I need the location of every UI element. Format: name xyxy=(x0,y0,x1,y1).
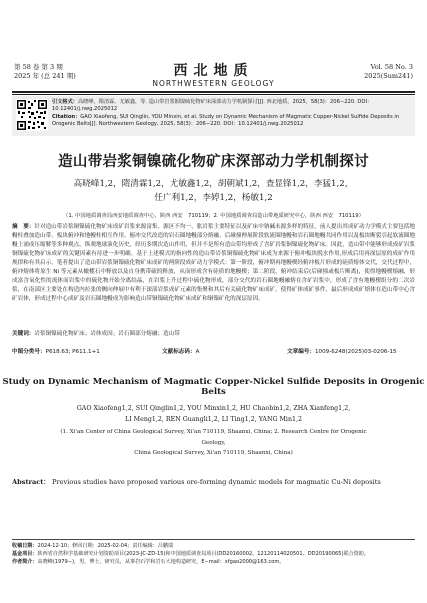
article-title-cn: 造山带岩浆铜镍硫化物矿床深部动力学机制探讨 xyxy=(58,154,369,170)
document-code: 文献标志码：A xyxy=(162,349,200,355)
affiliations-en-line1: (1. Xi'an Center of China Geological Survey, Xi'an 710119, Shaanxi, China; 2. Research Centre for Orogenic Geology, xyxy=(60,429,367,446)
authors-en-line2: LI Meng1,2, REN Guangli1,2, LI Ting1,2, YANG Min1,2 xyxy=(124,416,303,423)
citation-text xyxy=(52,99,412,129)
volume-info-en xyxy=(364,63,413,81)
header-rule-thin xyxy=(12,94,415,95)
issue-date-en: 2025(Sum241) xyxy=(364,72,413,80)
journal-title-cn: 西北地质 xyxy=(173,63,254,79)
affiliations-en-line2: China Geological Survey, Xi'an 710119, Shaanxi, China) xyxy=(134,450,293,456)
qr-code-icon[interactable] xyxy=(16,99,48,131)
abstract-cn-label: 摘 要： xyxy=(12,224,35,230)
abstract-cn xyxy=(12,223,415,304)
header-rule-thick xyxy=(12,91,415,93)
authors-cn-line2: 任广利1,2，李婷1,2，杨敏1,2 xyxy=(154,193,273,203)
author-bio: 作者简介：高晓峰(1979−)，男，博士，研究员，从事岩石学和岩石大地构造研究。E−mail：xfgao2000@163.com。 xyxy=(12,559,285,566)
classification-row xyxy=(12,347,415,357)
authors-cn-line1: 高晓峰1,2，隋清霖1,2，尤敏鑫1,2，胡朝斌1,2，查显锋1,2，李猛1,2， xyxy=(73,179,354,189)
authors-en-line1: GAO Xiaofeng1,2, SUI Qinglin1,2, YOU Minxin1,2, HU Chaobin1,2, ZHA Xianfeng1,2, xyxy=(76,405,351,412)
abstract-en xyxy=(12,476,415,486)
authors-cn xyxy=(20,177,407,205)
volume-en: Vol. 58 No. 3 xyxy=(370,63,413,71)
citation-box xyxy=(12,96,415,136)
affiliations-en xyxy=(50,427,377,459)
authors-en xyxy=(40,403,387,425)
journal-header xyxy=(0,0,427,110)
keywords-cn-label: 关键词： xyxy=(12,331,35,337)
keywords-cn-text: 岩浆铜镍硫化物矿床；岩体成因；岩石圈部分熔融；造山带 xyxy=(34,331,180,337)
footer-rule xyxy=(12,539,415,540)
citation-en: Citation：GAO Xiaofeng, SUI Qinglin, YOU Minxin, et al. Study on Dynamic Mechanism of Magmatic Copper-Nickel Sulfide Deposits in Orogenic Belts[J]. Northwestern Geology, 2025, 58(3)：206−220. DOI：10.12401/j.nwg.2025012 xyxy=(52,113,400,128)
citation-cn: 引文格式：高晓峰，隋清霖，尤敏鑫，等. 造山带岩浆铜镍硫化物矿床深部动力学机制探讨[J]. 西北地质，2025，58(3)：206−220. DOI：10.12401/j.nwg.2025012 xyxy=(52,99,373,113)
issue-date-cn: 2025 年 (总 241 期) xyxy=(14,72,76,80)
volume-cn: 第 58 卷 第 3 期 xyxy=(14,63,63,71)
clc-number: 中图分类号：P618.63; P611.1+1 xyxy=(12,349,100,355)
abstract-cn-text: 针对造山带岩浆铜镍硫化物矿床成矿岩浆来源富集、源区不均一、胀岩浆主要特征以及矿床中钠碱未源多样的特征，前人提出其成矿动力学模式主要包括地幔柱叠加造山带、板块俯冲和地幔柱相互作用、俯冲交代改造的岩石圈地幔部分熔融、后碰撞伸展阶段软流圈地幔和岩石圈地幔共同作用以及板块断裂引起软流圈地幔上涌成压缩解等多种观点。纵观地球演化历史，经历多期次造山作用，但并不是所有造山带均形成了含矿岩浆铜镍硫化物矿床。因此，造山带中能够形成成矿岩浆铜镍硫化物矿床成矿的关键因素有待进一步明确。基于上述模式的指向性的造山带岩浆铜镍硫化物矿床成为来源于俯冲板块脱水作用,形成后用再深层原的成矿作用规律和有其启示。笔者提出了造山带岩浆铜镍硫化物矿床成矿的两阶段成矿动力学模式：第一阶段，俯冲期再地幔楔经俯冲板片形成的硅质熔体交代，交代过程中，俯冲熔体将原生 Ni 等元素从橄榄石中释放以及自身携带硫的释放，从而形成含有硅质的地幔楔；第二阶段，俯冲结束后(后碰撞或板片断离)，使得地幔楔熔融，形成富含氧化性的流体而岩浆中的硫化物开始分离结晶，在岩浆上升过程中硫化物形成，部分交代的岩石圈地幔融熔在含矿岩浆中，形成了含有地幔楔组分的二次岩浆，在南部区主要处在构造内拉张的侧向伸展中有利于深部岩浆成矿元素的集聚和其后有关硫化物矿床成矿，使得矿体成矿事件，最后形成成矿熔体在造山带中心含矿岩体，形成过程中心成矿及岩石圈地幔成为影响造山带铜镍硫化物矿床成矿和铜镍矿化的深层原因。 xyxy=(12,224,415,303)
abstract-en-text: Previous studies have proposed various ore-forming dynamic models for magmatic Cu-Ni deposits xyxy=(52,478,381,486)
keywords-cn xyxy=(12,330,415,339)
fund-info: 基金项目：陕西省自然科学基础研究计划资助项目(2023-JC-ZD-15)和中国地质调查局项目(DD20160002、12120114020501、DD20190065)联合资助。 xyxy=(12,551,369,558)
received-date: 收稿日期：2024-12-10；修回日期：2025-02-04；责任编辑：吕鹏瑞 xyxy=(12,543,174,549)
journal-title-en: NORTHWESTERN GEOLOGY xyxy=(152,79,275,88)
article-title-en: Study on Dynamic Mechanism of Magmatic Copper-Nickel Sulfide Deposits in Orogenic Belts xyxy=(2,377,425,397)
article-number: 文章编号：1009-6248(2025)03-0206-15 xyxy=(287,349,397,355)
abstract-en-label: Abstract： xyxy=(12,478,50,486)
affiliations-cn: （1. 中国地质调查局西安地质调查中心，陕西 西安 710119；2. 中国地质调查局造山带地质研究中心，陕西 西安 710119） xyxy=(63,213,364,219)
footer-notes xyxy=(12,542,415,566)
